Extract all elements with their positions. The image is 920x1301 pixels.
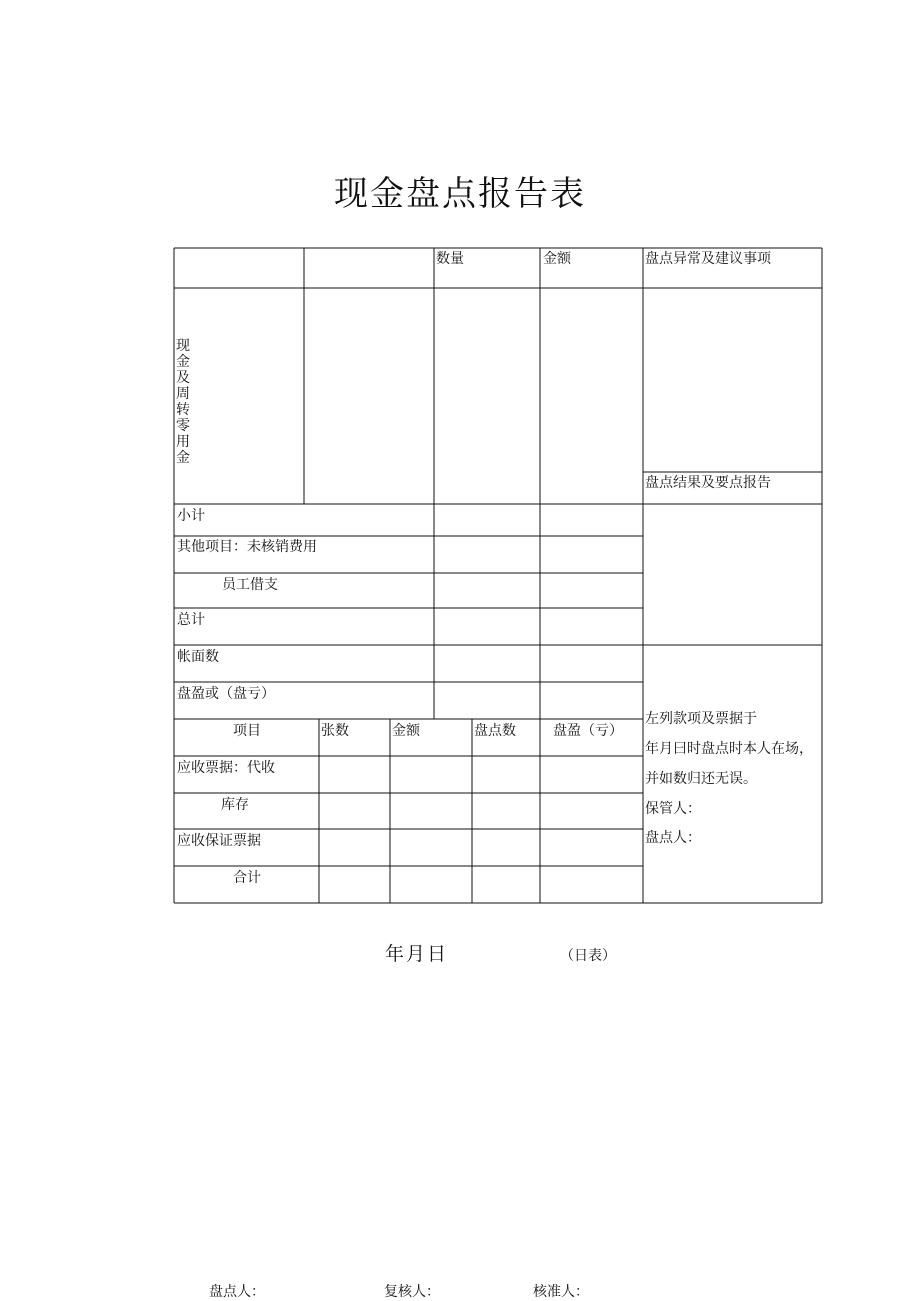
bill-row-inventory: 库存 (221, 797, 249, 813)
header-amount: 金额 (543, 251, 571, 267)
signature-approver: 核准人： (533, 1284, 589, 1300)
row-employee-loan: 员工借支 (222, 577, 278, 593)
statement-custodian: 保管人： (645, 801, 701, 817)
date-line: 年月日 (385, 943, 449, 965)
daily-note: （日表） (560, 948, 616, 964)
cash-section-label: 现金及周转零用金 (176, 338, 190, 466)
header-anomaly: 盘点异常及建议事项 (645, 251, 771, 267)
signature-counter: 盘点人： (209, 1284, 265, 1300)
statement-line-3: 并如数归还无误。 (645, 771, 757, 787)
header-quantity: 数量 (436, 251, 464, 267)
statement-line-1: 左列款项及票据于 (645, 711, 757, 727)
bill-row-receivable-collect: 应收票据：代收 (177, 760, 275, 776)
row-subtotal: 小计 (177, 508, 205, 524)
statement-line-2: 年月曰时盘点时本人在场， (645, 741, 813, 757)
page-title: 现金盘点报告表 (334, 174, 586, 214)
row-book-amount: 帐面数 (177, 649, 219, 665)
signature-reviewer: 复核人： (384, 1284, 440, 1300)
bill-row-receivable-guarantee: 应收保证票据 (177, 833, 261, 849)
bill-header-item: 项目 (233, 723, 261, 739)
bill-header-count: 张数 (321, 723, 349, 739)
row-total: 总计 (177, 612, 205, 628)
bill-header-counted: 盘点数 (474, 723, 516, 739)
bill-row-sum: 合计 (233, 870, 261, 886)
bill-header-amount: 金额 (392, 723, 420, 739)
result-label: 盘点结果及要点报告 (645, 475, 771, 491)
row-other-items: 其他项目：未核销费用 (177, 539, 317, 555)
statement-counter: 盘点人： (645, 830, 701, 846)
bill-header-surplus: 盘盈（亏） (553, 723, 623, 739)
row-surplus-deficit: 盘盈或（盘亏） (177, 686, 275, 702)
